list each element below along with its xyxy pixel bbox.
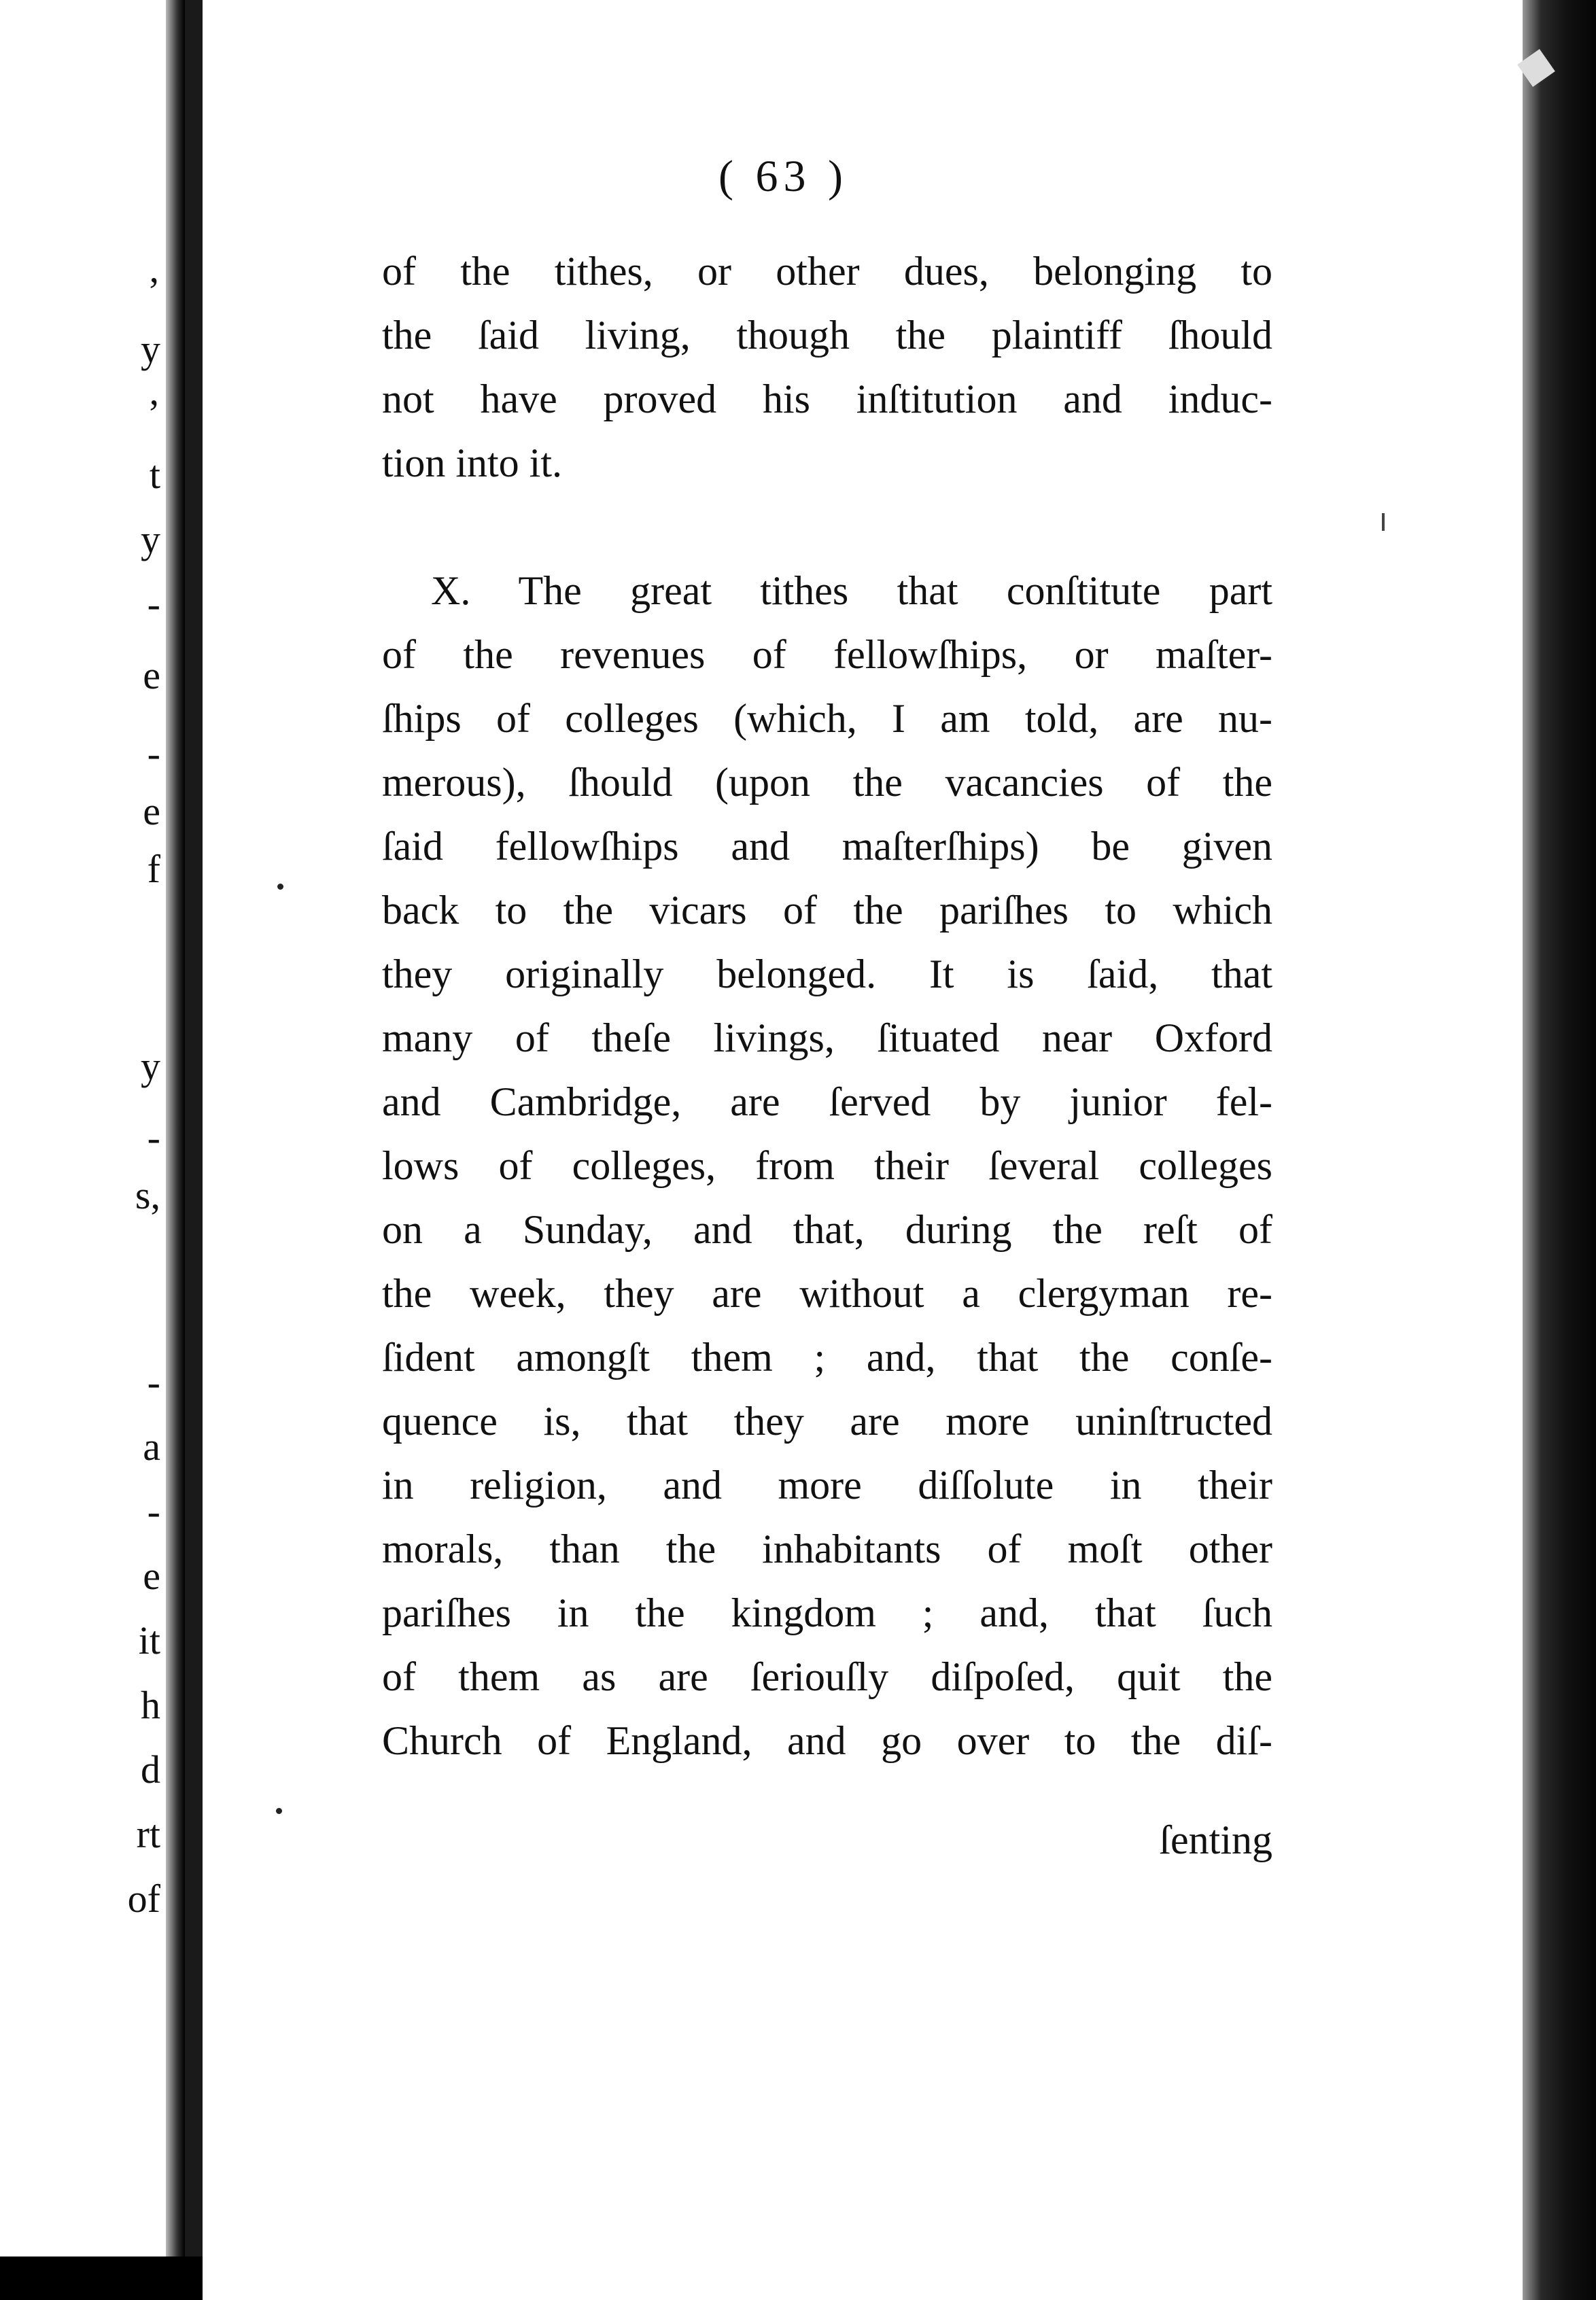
page-edge-shadow <box>1523 0 1596 2300</box>
text-line: on a Sunday, and that, during the reſt of <box>382 1207 1272 1252</box>
margin-fragment: e <box>143 789 160 833</box>
text-line: Church of England, and go over to the diſ- <box>382 1718 1272 1763</box>
text-line: many of theſe livings, ſituated near Oxford <box>382 1015 1272 1060</box>
margin-fragment: e <box>143 653 160 697</box>
text-line: merous), ſhould (upon the vacancies of the <box>382 760 1272 805</box>
margin-fragment: - <box>147 1360 160 1404</box>
text-line: pariſhes in the kingdom ; and, that ſuch <box>382 1590 1272 1635</box>
text-line: and Cambridge, are ſerved by junior fel- <box>382 1079 1272 1124</box>
text-line: ſaid fellowſhips and maſterſhips) be given <box>382 824 1272 869</box>
facing-page-fragment <box>0 0 185 2257</box>
text-line: quence is, that they are more uninſtructed <box>382 1399 1272 1444</box>
margin-fragment: t <box>149 453 160 497</box>
text-line: ſhips of colleges (which, I am told, are nu- <box>382 696 1272 741</box>
margin-fragment: it <box>138 1618 160 1662</box>
margin-fragment: e <box>143 1554 160 1598</box>
text-line: morals, than the inhabitants of moſt other <box>382 1527 1272 1571</box>
text-line: the ſaid living, though the plaintiff ſhould <box>382 313 1272 358</box>
margin-fragment: of <box>127 1877 160 1921</box>
margin-fragment: a <box>143 1425 160 1469</box>
text-line: of the revenues of fellowſhips, or maſter- <box>382 632 1272 677</box>
text-line: they originally belonged. It is ſaid, that <box>382 952 1272 996</box>
text-line: ſident amongſt them ; and, that the conſe- <box>382 1335 1272 1380</box>
stray-mark <box>1382 513 1385 531</box>
margin-fragment: y <box>141 1044 160 1088</box>
page-tab-mark <box>1517 49 1555 87</box>
text-line: tion into it. <box>382 440 563 485</box>
text-line: X. The great tithes that conſtitute part <box>431 568 1272 613</box>
margin-fragment: - <box>147 582 160 626</box>
margin-fragment: h <box>141 1683 160 1727</box>
body-text <box>382 239 1272 1862</box>
margin-fragment: s, <box>135 1173 160 1217</box>
margin-fragment: ’ <box>147 269 160 313</box>
margin-fragment: y <box>141 327 160 371</box>
text-line: not have proved his inſtitution and induc- <box>382 377 1272 421</box>
margin-fragment: d <box>141 1747 160 1792</box>
margin-fragment: f <box>147 847 160 891</box>
text-line: the week, they are without a clergyman re- <box>382 1271 1272 1316</box>
facing-page-edge <box>166 0 185 2257</box>
margin-fragment: - <box>147 1115 160 1160</box>
paragraph-gap <box>382 495 1272 559</box>
stray-mark <box>277 884 283 890</box>
margin-fragment: rt <box>136 1812 160 1856</box>
margin-fragment: y <box>141 517 160 561</box>
page-number: ( 63 ) <box>718 152 848 201</box>
text-line: of them as are ſeriouſly diſpoſed, quit the <box>382 1654 1272 1699</box>
text-line: back to the vicars of the pariſhes to which <box>382 888 1272 933</box>
text-line: in religion, and more diſſolute in their <box>382 1463 1272 1508</box>
catchword: ſenting <box>1159 1817 1272 1862</box>
text-line: lows of colleges, from their ſeveral colleges <box>382 1143 1272 1188</box>
stray-mark <box>276 1808 282 1814</box>
margin-fragment: - <box>147 1489 160 1533</box>
text-line: of the tithes, or other dues, belonging to <box>382 249 1272 294</box>
book-gutter <box>185 0 203 2300</box>
margin-fragment: ’ <box>147 391 160 436</box>
margin-fragment: - <box>147 731 160 776</box>
scan-border <box>0 2257 203 2300</box>
